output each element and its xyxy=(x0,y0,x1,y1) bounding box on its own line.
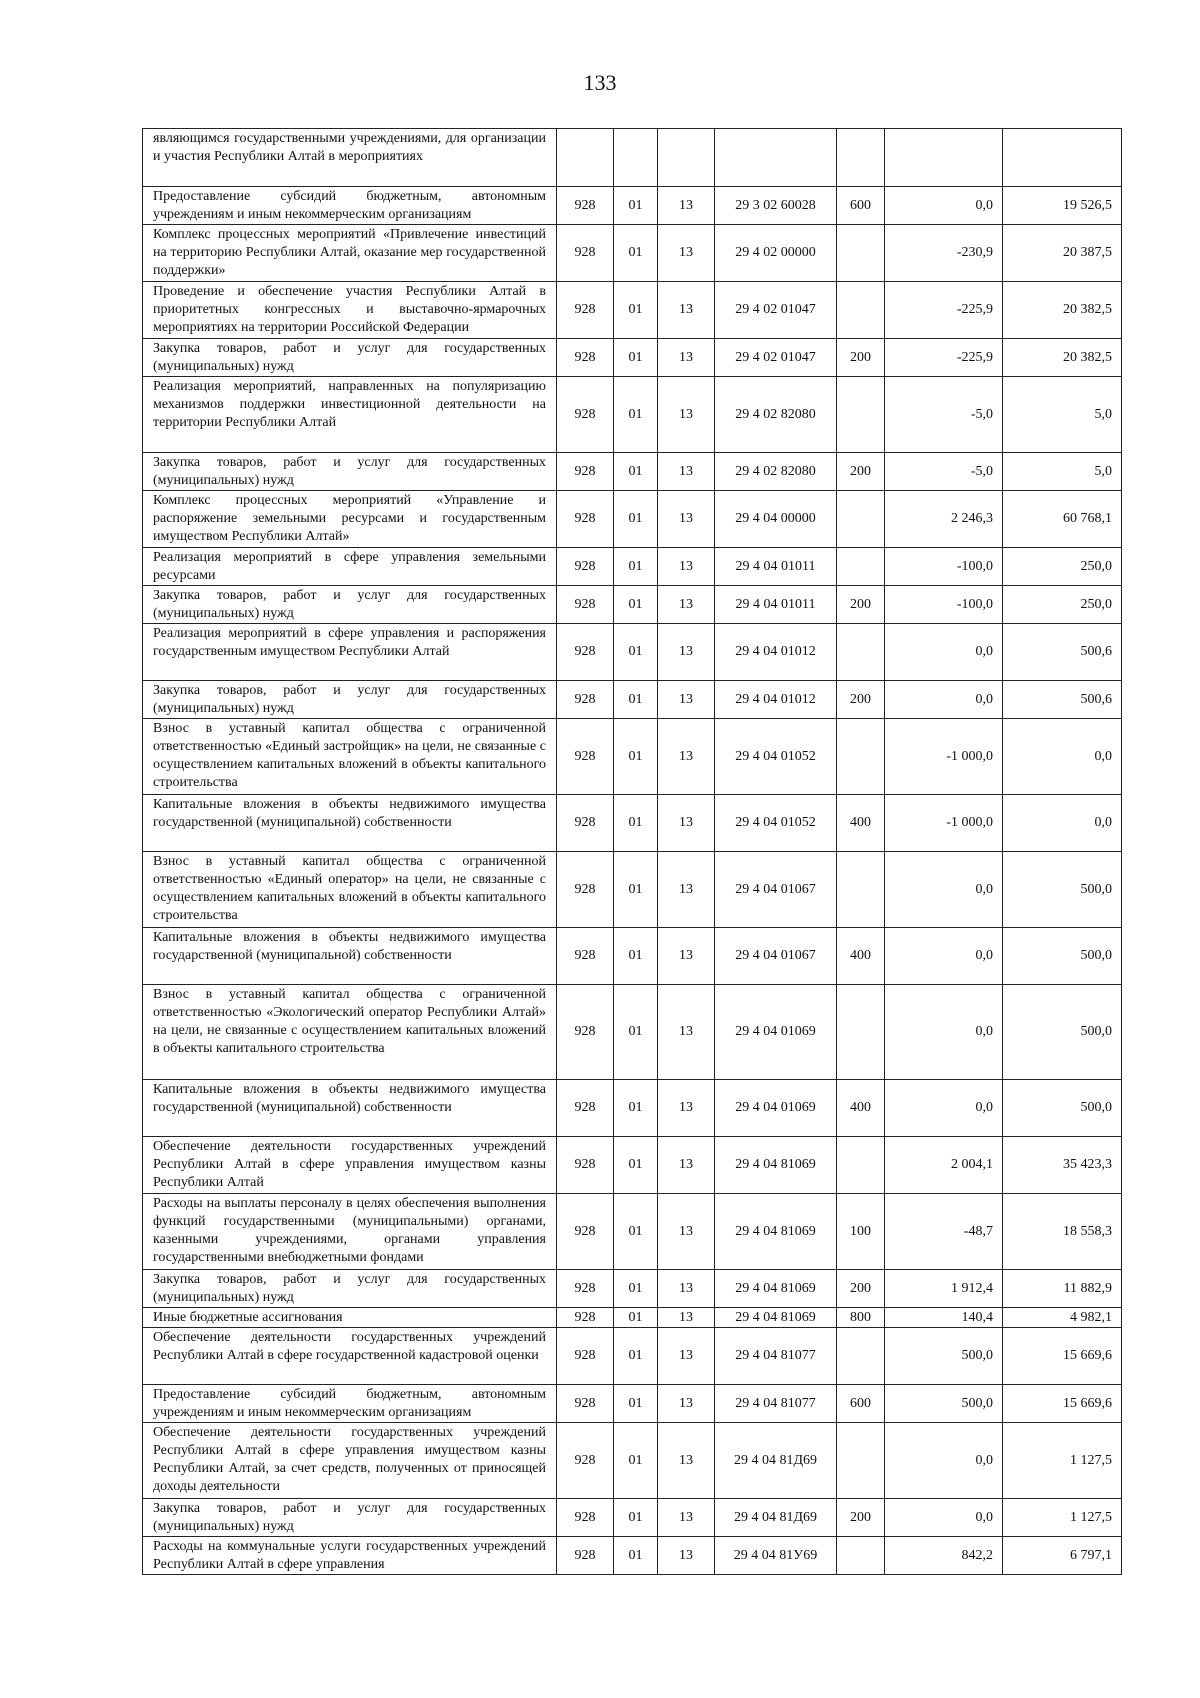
section-code-cell: 01 xyxy=(614,1270,658,1308)
change-amount-cell: -100,0 xyxy=(885,548,1003,586)
total-amount-cell: 20 382,5 xyxy=(1003,282,1122,339)
expense-type-cell: 200 xyxy=(837,681,885,719)
subsection-code-cell: 13 xyxy=(658,624,715,681)
ministry-code-cell: 928 xyxy=(557,282,614,339)
change-amount-cell: 0,0 xyxy=(885,985,1003,1080)
target-article-cell: 29 4 04 81069 xyxy=(715,1270,837,1308)
table-row xyxy=(143,795,1122,852)
target-article-cell: 29 4 04 01011 xyxy=(715,548,837,586)
ministry-code-cell: 928 xyxy=(557,1537,614,1575)
section-code-cell: 01 xyxy=(614,491,658,548)
subsection-code-cell: 13 xyxy=(658,548,715,586)
row-name-cell: Взнос в уставный капитал общества с ограниченной ответственностью «Экологический оператор Республики Алтай» на цели, не связанные с осуществлением капитальных вложений в объекты капитального строительства xyxy=(143,985,557,1080)
table-row xyxy=(143,377,1122,453)
target-article-cell: 29 4 02 01047 xyxy=(715,282,837,339)
total-amount-cell: 19 526,5 xyxy=(1003,187,1122,225)
subsection-code-cell: 13 xyxy=(658,339,715,377)
row-name-cell: Реализация мероприятий в сфере управления и распоряжения государственным имуществом Республики Алтай xyxy=(143,624,557,681)
ministry-code-cell: 928 xyxy=(557,1080,614,1137)
row-name-cell: Закупка товаров, работ и услуг для государственных (муниципальных) нужд xyxy=(143,586,557,624)
expense-type-cell: 400 xyxy=(837,795,885,852)
change-amount-cell: 0,0 xyxy=(885,1080,1003,1137)
change-amount-cell: -225,9 xyxy=(885,282,1003,339)
table-row xyxy=(143,225,1122,282)
section-code-cell: 01 xyxy=(614,1308,658,1328)
subsection-code-cell: 13 xyxy=(658,225,715,282)
section-code-cell: 01 xyxy=(614,187,658,225)
expense-type-cell xyxy=(837,852,885,928)
row-name-cell: Расходы на выплаты персоналу в целях обеспечения выполнения функций государственными (муниципальными) органами, казенными учреждениями, органами управления государственными внебюджетными фондами xyxy=(143,1194,557,1270)
row-name-cell: Комплекс процессных мероприятий «Управление и распоряжение земельными ресурсами и государственным имуществом Республики Алтай» xyxy=(143,491,557,548)
expense-type-cell: 200 xyxy=(837,1499,885,1537)
expense-type-cell xyxy=(837,985,885,1080)
table-row xyxy=(143,681,1122,719)
expense-type-cell: 200 xyxy=(837,586,885,624)
target-article-cell: 29 4 04 01069 xyxy=(715,1080,837,1137)
subsection-code-cell: 13 xyxy=(658,1080,715,1137)
change-amount-cell: -230,9 xyxy=(885,225,1003,282)
row-name-cell: Закупка товаров, работ и услуг для государственных (муниципальных) нужд xyxy=(143,453,557,491)
section-code-cell: 01 xyxy=(614,282,658,339)
change-amount-cell: 0,0 xyxy=(885,928,1003,985)
change-amount-cell: -1 000,0 xyxy=(885,719,1003,795)
total-amount-cell: 500,6 xyxy=(1003,624,1122,681)
budget-table xyxy=(142,128,1122,1575)
target-article-cell: 29 4 02 00000 xyxy=(715,225,837,282)
expense-type-cell xyxy=(837,1328,885,1385)
ministry-code-cell: 928 xyxy=(557,339,614,377)
subsection-code-cell: 13 xyxy=(658,1537,715,1575)
expense-type-cell xyxy=(837,225,885,282)
total-amount-cell: 500,0 xyxy=(1003,928,1122,985)
section-code-cell: 01 xyxy=(614,453,658,491)
ministry-code-cell: 928 xyxy=(557,1308,614,1328)
table-row xyxy=(143,928,1122,985)
table-row xyxy=(143,985,1122,1080)
target-article-cell: 29 4 04 00000 xyxy=(715,491,837,548)
section-code-cell: 01 xyxy=(614,377,658,453)
change-amount-cell: -225,9 xyxy=(885,339,1003,377)
section-code-cell: 01 xyxy=(614,624,658,681)
change-amount-cell: 0,0 xyxy=(885,852,1003,928)
subsection-code-cell: 13 xyxy=(658,852,715,928)
change-amount-cell: 842,2 xyxy=(885,1537,1003,1575)
target-article-cell: 29 4 04 01012 xyxy=(715,681,837,719)
ministry-code-cell: 928 xyxy=(557,187,614,225)
change-amount-cell: 0,0 xyxy=(885,1423,1003,1499)
ministry-code-cell: 928 xyxy=(557,1137,614,1194)
subsection-code-cell: 13 xyxy=(658,1194,715,1270)
expense-type-cell xyxy=(837,719,885,795)
section-code-cell: 01 xyxy=(614,1537,658,1575)
subsection-code-cell: 13 xyxy=(658,1137,715,1194)
ministry-code-cell: 928 xyxy=(557,985,614,1080)
expense-type-cell: 800 xyxy=(837,1308,885,1328)
row-name-cell: являющимся государственными учреждениями, для организации и участия Республики Алтай в мероприятиях xyxy=(143,129,557,187)
total-amount-cell: 20 387,5 xyxy=(1003,225,1122,282)
total-amount-cell: 15 669,6 xyxy=(1003,1385,1122,1423)
change-amount-cell: 0,0 xyxy=(885,187,1003,225)
target-article-cell: 29 4 04 01052 xyxy=(715,719,837,795)
subsection-code-cell: 13 xyxy=(658,377,715,453)
change-amount-cell: 140,4 xyxy=(885,1308,1003,1328)
section-code-cell: 01 xyxy=(614,1328,658,1385)
table-row xyxy=(143,624,1122,681)
subsection-code-cell: 13 xyxy=(658,1308,715,1328)
row-name-cell: Взнос в уставный капитал общества с ограниченной ответственностью «Единый застройщик» на цели, не связанные с осуществлением капитальных вложений в объекты капитального строительства xyxy=(143,719,557,795)
ministry-code-cell: 928 xyxy=(557,1499,614,1537)
target-article-cell: 29 4 04 81069 xyxy=(715,1137,837,1194)
section-code-cell: 01 xyxy=(614,1080,658,1137)
total-amount-cell: 4 982,1 xyxy=(1003,1308,1122,1328)
total-amount-cell: 15 669,6 xyxy=(1003,1328,1122,1385)
total-amount-cell: 20 382,5 xyxy=(1003,339,1122,377)
change-amount-cell: 2 004,1 xyxy=(885,1137,1003,1194)
ministry-code-cell: 928 xyxy=(557,1385,614,1423)
change-amount-cell: 0,0 xyxy=(885,681,1003,719)
expense-type-cell xyxy=(837,1423,885,1499)
total-amount-cell: 500,6 xyxy=(1003,681,1122,719)
section-code-cell xyxy=(614,129,658,187)
target-article-cell: 29 4 04 01067 xyxy=(715,852,837,928)
subsection-code-cell: 13 xyxy=(658,795,715,852)
target-article-cell: 29 4 04 81077 xyxy=(715,1328,837,1385)
row-name-cell: Реализация мероприятий, направленных на популяризацию механизмов поддержки инвестиционной деятельности на территории Республики Алтай xyxy=(143,377,557,453)
section-code-cell: 01 xyxy=(614,795,658,852)
target-article-cell: 29 3 02 60028 xyxy=(715,187,837,225)
ministry-code-cell: 928 xyxy=(557,1194,614,1270)
expense-type-cell xyxy=(837,1137,885,1194)
table-row xyxy=(143,852,1122,928)
target-article-cell: 29 4 02 82080 xyxy=(715,453,837,491)
subsection-code-cell: 13 xyxy=(658,282,715,339)
table-row xyxy=(143,1137,1122,1194)
change-amount-cell: -5,0 xyxy=(885,377,1003,453)
expense-type-cell: 200 xyxy=(837,339,885,377)
row-name-cell: Предоставление субсидий бюджетным, автономным учреждениям и иным некоммерческим организациям xyxy=(143,1385,557,1423)
expense-type-cell: 600 xyxy=(837,1385,885,1423)
table-row xyxy=(143,548,1122,586)
expense-type-cell: 200 xyxy=(837,1270,885,1308)
table-row xyxy=(143,339,1122,377)
table-row xyxy=(143,586,1122,624)
row-name-cell: Закупка товаров, работ и услуг для государственных (муниципальных) нужд xyxy=(143,1499,557,1537)
expense-type-cell xyxy=(837,282,885,339)
change-amount-cell: -48,7 xyxy=(885,1194,1003,1270)
table-row xyxy=(143,453,1122,491)
section-code-cell: 01 xyxy=(614,852,658,928)
total-amount-cell: 500,0 xyxy=(1003,985,1122,1080)
total-amount-cell: 500,0 xyxy=(1003,1080,1122,1137)
ministry-code-cell: 928 xyxy=(557,719,614,795)
row-name-cell: Реализация мероприятий в сфере управления земельными ресурсами xyxy=(143,548,557,586)
ministry-code-cell xyxy=(557,129,614,187)
target-article-cell xyxy=(715,129,837,187)
target-article-cell: 29 4 02 82080 xyxy=(715,377,837,453)
row-name-cell: Расходы на коммунальные услуги государственных учреждений Республики Алтай в сфере управления xyxy=(143,1537,557,1575)
subsection-code-cell: 13 xyxy=(658,586,715,624)
change-amount-cell xyxy=(885,129,1003,187)
ministry-code-cell: 928 xyxy=(557,377,614,453)
total-amount-cell: 35 423,3 xyxy=(1003,1137,1122,1194)
total-amount-cell: 250,0 xyxy=(1003,586,1122,624)
section-code-cell: 01 xyxy=(614,548,658,586)
expense-type-cell: 400 xyxy=(837,1080,885,1137)
total-amount-cell: 11 882,9 xyxy=(1003,1270,1122,1308)
table-row xyxy=(143,1194,1122,1270)
change-amount-cell: 1 912,4 xyxy=(885,1270,1003,1308)
row-name-cell: Закупка товаров, работ и услуг для государственных (муниципальных) нужд xyxy=(143,681,557,719)
total-amount-cell: 60 768,1 xyxy=(1003,491,1122,548)
expense-type-cell: 400 xyxy=(837,928,885,985)
ministry-code-cell: 928 xyxy=(557,453,614,491)
ministry-code-cell: 928 xyxy=(557,1423,614,1499)
total-amount-cell: 5,0 xyxy=(1003,453,1122,491)
row-name-cell: Комплекс процессных мероприятий «Привлечение инвестиций на территорию Республики Алтай, оказание мер государственной поддержки» xyxy=(143,225,557,282)
row-name-cell: Проведение и обеспечение участия Республики Алтай в приоритетных конгрессных и выставочно-ярмарочных мероприятиях на территории Российской Федерации xyxy=(143,282,557,339)
table-row xyxy=(143,1080,1122,1137)
row-name-cell: Закупка товаров, работ и услуг для государственных (муниципальных) нужд xyxy=(143,339,557,377)
subsection-code-cell: 13 xyxy=(658,928,715,985)
row-name-cell: Закупка товаров, работ и услуг для государственных (муниципальных) нужд xyxy=(143,1270,557,1308)
table-row xyxy=(143,282,1122,339)
change-amount-cell: -100,0 xyxy=(885,586,1003,624)
section-code-cell: 01 xyxy=(614,985,658,1080)
target-article-cell: 29 4 02 01047 xyxy=(715,339,837,377)
total-amount-cell: 1 127,5 xyxy=(1003,1499,1122,1537)
section-code-cell: 01 xyxy=(614,586,658,624)
expense-type-cell xyxy=(837,1537,885,1575)
table-row xyxy=(143,1385,1122,1423)
subsection-code-cell: 13 xyxy=(658,1423,715,1499)
table-row xyxy=(143,491,1122,548)
subsection-code-cell: 13 xyxy=(658,1385,715,1423)
ministry-code-cell: 928 xyxy=(557,586,614,624)
ministry-code-cell: 928 xyxy=(557,624,614,681)
section-code-cell: 01 xyxy=(614,1194,658,1270)
row-name-cell: Капитальные вложения в объекты недвижимого имущества государственной (муниципальной) собственности xyxy=(143,928,557,985)
table-row xyxy=(143,129,1122,187)
subsection-code-cell: 13 xyxy=(658,985,715,1080)
target-article-cell: 29 4 04 01069 xyxy=(715,985,837,1080)
section-code-cell: 01 xyxy=(614,1137,658,1194)
total-amount-cell: 0,0 xyxy=(1003,719,1122,795)
expense-type-cell: 600 xyxy=(837,187,885,225)
subsection-code-cell: 13 xyxy=(658,681,715,719)
row-name-cell: Предоставление субсидий бюджетным, автономным учреждениям и иным некоммерческим организациям xyxy=(143,187,557,225)
ministry-code-cell: 928 xyxy=(557,795,614,852)
table-row xyxy=(143,719,1122,795)
section-code-cell: 01 xyxy=(614,681,658,719)
target-article-cell: 29 4 04 01012 xyxy=(715,624,837,681)
table-row xyxy=(143,1537,1122,1575)
total-amount-cell: 18 558,3 xyxy=(1003,1194,1122,1270)
ministry-code-cell: 928 xyxy=(557,928,614,985)
subsection-code-cell: 13 xyxy=(658,491,715,548)
change-amount-cell: 0,0 xyxy=(885,624,1003,681)
row-name-cell: Обеспечение деятельности государственных учреждений Республики Алтай в сфере управления имуществом казны Республики Алтай xyxy=(143,1137,557,1194)
ministry-code-cell: 928 xyxy=(557,225,614,282)
section-code-cell: 01 xyxy=(614,225,658,282)
expense-type-cell xyxy=(837,491,885,548)
subsection-code-cell: 13 xyxy=(658,453,715,491)
target-article-cell: 29 4 04 81077 xyxy=(715,1385,837,1423)
section-code-cell: 01 xyxy=(614,928,658,985)
table-row xyxy=(143,1499,1122,1537)
row-name-cell: Иные бюджетные ассигнования xyxy=(143,1308,557,1328)
subsection-code-cell: 13 xyxy=(658,187,715,225)
page-number: 133 xyxy=(583,70,617,95)
target-article-cell: 29 4 04 01011 xyxy=(715,586,837,624)
row-name-cell: Взнос в уставный капитал общества с ограниченной ответственностью «Единый оператор» на цели, не связанные с осуществлением капитальных вложений в объекты капитального строительства xyxy=(143,852,557,928)
change-amount-cell: -1 000,0 xyxy=(885,795,1003,852)
table-row xyxy=(143,1328,1122,1385)
row-name-cell: Капитальные вложения в объекты недвижимого имущества государственной (муниципальной) собственности xyxy=(143,1080,557,1137)
expense-type-cell xyxy=(837,377,885,453)
total-amount-cell: 1 127,5 xyxy=(1003,1423,1122,1499)
table-row xyxy=(143,1270,1122,1308)
row-name-cell: Капитальные вложения в объекты недвижимого имущества государственной (муниципальной) собственности xyxy=(143,795,557,852)
ministry-code-cell: 928 xyxy=(557,1328,614,1385)
expense-type-cell xyxy=(837,548,885,586)
section-code-cell: 01 xyxy=(614,1423,658,1499)
change-amount-cell: -5,0 xyxy=(885,453,1003,491)
ministry-code-cell: 928 xyxy=(557,548,614,586)
target-article-cell: 29 4 04 01052 xyxy=(715,795,837,852)
row-name-cell: Обеспечение деятельности государственных учреждений Республики Алтай в сфере государственной кадастровой оценки xyxy=(143,1328,557,1385)
target-article-cell: 29 4 04 81069 xyxy=(715,1194,837,1270)
section-code-cell: 01 xyxy=(614,719,658,795)
change-amount-cell: 0,0 xyxy=(885,1499,1003,1537)
section-code-cell: 01 xyxy=(614,1385,658,1423)
section-code-cell: 01 xyxy=(614,339,658,377)
total-amount-cell: 5,0 xyxy=(1003,377,1122,453)
ministry-code-cell: 928 xyxy=(557,681,614,719)
total-amount-cell: 6 797,1 xyxy=(1003,1537,1122,1575)
expense-type-cell xyxy=(837,624,885,681)
table-row xyxy=(143,1423,1122,1499)
target-article-cell: 29 4 04 81Д69 xyxy=(715,1499,837,1537)
total-amount-cell xyxy=(1003,129,1122,187)
expense-type-cell xyxy=(837,129,885,187)
target-article-cell: 29 4 04 01067 xyxy=(715,928,837,985)
change-amount-cell: 2 246,3 xyxy=(885,491,1003,548)
table-body xyxy=(143,129,1122,1575)
target-article-cell: 29 4 04 81У69 xyxy=(715,1537,837,1575)
total-amount-cell: 0,0 xyxy=(1003,795,1122,852)
target-article-cell: 29 4 04 81069 xyxy=(715,1308,837,1328)
ministry-code-cell: 928 xyxy=(557,491,614,548)
change-amount-cell: 500,0 xyxy=(885,1328,1003,1385)
row-name-cell: Обеспечение деятельности государственных учреждений Республики Алтай в сфере управления имуществом казны Республики Алтай, за счет средств, полученных от приносящей доходы деятельности xyxy=(143,1423,557,1499)
ministry-code-cell: 928 xyxy=(557,852,614,928)
total-amount-cell: 500,0 xyxy=(1003,852,1122,928)
section-code-cell: 01 xyxy=(614,1499,658,1537)
subsection-code-cell: 13 xyxy=(658,1499,715,1537)
subsection-code-cell: 13 xyxy=(658,1328,715,1385)
expense-type-cell: 200 xyxy=(837,453,885,491)
table-row xyxy=(143,187,1122,225)
change-amount-cell: 500,0 xyxy=(885,1385,1003,1423)
subsection-code-cell xyxy=(658,129,715,187)
target-article-cell: 29 4 04 81Д69 xyxy=(715,1423,837,1499)
subsection-code-cell: 13 xyxy=(658,719,715,795)
subsection-code-cell: 13 xyxy=(658,1270,715,1308)
expense-type-cell: 100 xyxy=(837,1194,885,1270)
table-row xyxy=(143,1308,1122,1328)
ministry-code-cell: 928 xyxy=(557,1270,614,1308)
total-amount-cell: 250,0 xyxy=(1003,548,1122,586)
